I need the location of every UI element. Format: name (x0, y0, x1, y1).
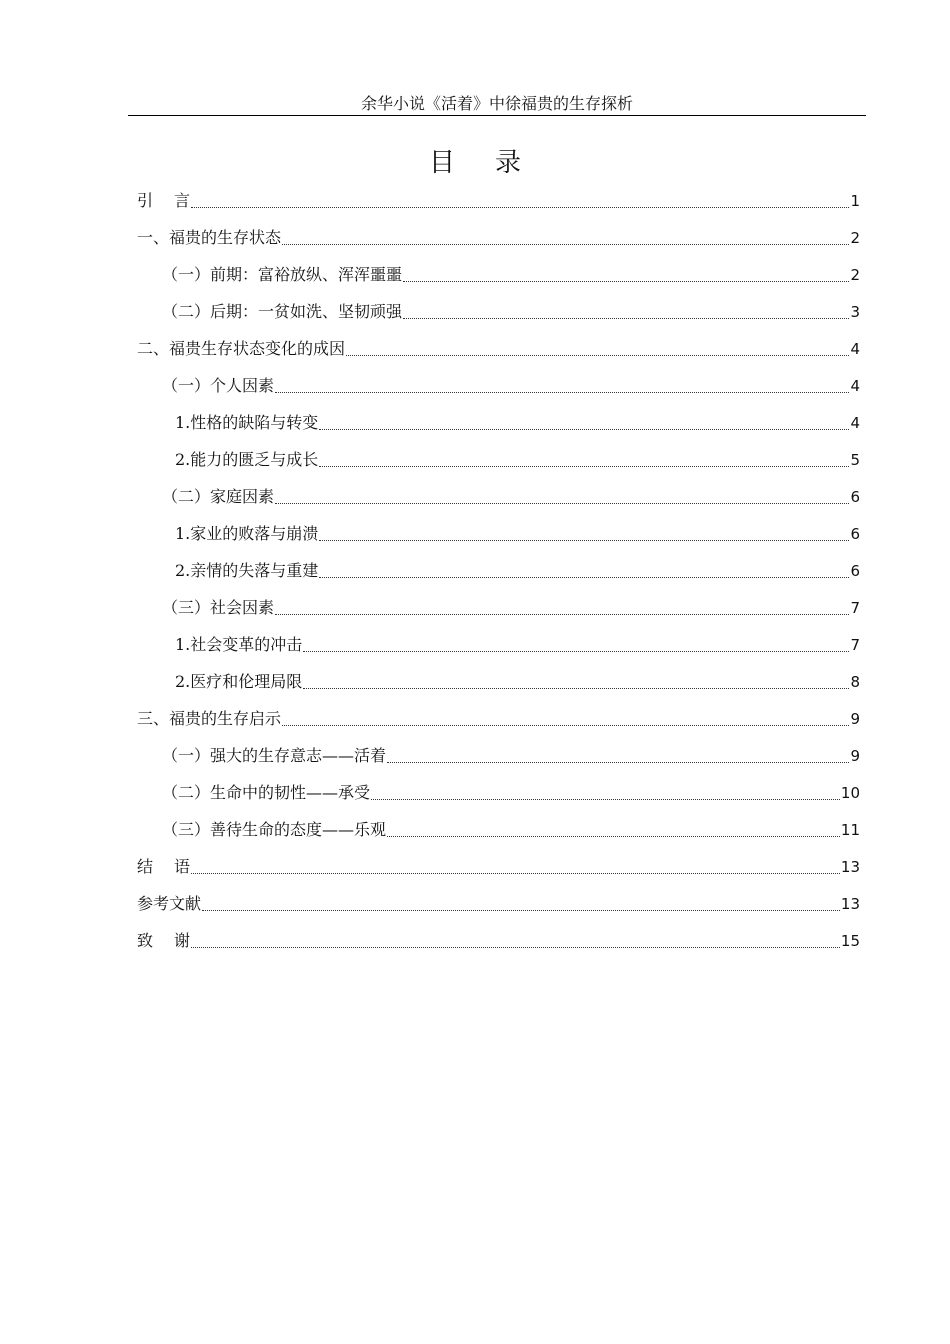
toc-entry-label: 三、福贵的生存启示 (137, 708, 282, 728)
toc-entry-page-number: 6 (850, 524, 860, 543)
toc-entry[interactable] (137, 182, 860, 219)
toc-dot-leader (319, 466, 849, 467)
toc-entry-label: （三）社会因素 (162, 597, 275, 617)
toc-entry-page-number: 11 (840, 820, 860, 839)
toc-entry-label: 结语 (137, 856, 191, 876)
toc-entry-label: （二）生命中的韧性——承受 (162, 782, 371, 802)
page-header-title: 余华小说《活着》中徐福贵的生存探析 (360, 94, 633, 113)
toc-entry[interactable] (137, 626, 860, 663)
toc-entry-label: 2.医疗和伦理局限 (175, 671, 303, 691)
toc-dot-leader (403, 318, 849, 319)
toc-entry[interactable] (137, 219, 860, 256)
toc-entry-label: 引言 (137, 190, 191, 210)
toc-title (0, 146, 950, 180)
toc-entry-page-number: 9 (850, 746, 860, 765)
toc-entry[interactable] (137, 330, 860, 367)
toc-dot-leader (275, 392, 849, 393)
toc-dot-leader (387, 762, 849, 763)
toc-dot-leader (319, 540, 849, 541)
toc-entry-label: （一）个人因素 (162, 375, 275, 395)
toc-entry[interactable] (137, 552, 860, 589)
toc-title-char-1: 目 (428, 148, 455, 178)
table-of-contents (137, 182, 860, 959)
toc-dot-leader (275, 503, 849, 504)
toc-entry-label: 一、福贵的生存状态 (137, 227, 282, 247)
toc-dot-leader (303, 688, 849, 689)
toc-entry-label: （二）后期：一贫如洗、坚韧顽强 (162, 301, 403, 321)
toc-entry[interactable] (137, 848, 860, 885)
toc-entry-page-number: 8 (850, 672, 860, 691)
toc-dot-leader (191, 207, 849, 208)
toc-entry-page-number: 6 (850, 487, 860, 506)
toc-entry-page-number: 3 (850, 302, 860, 321)
toc-entry[interactable] (137, 256, 860, 293)
toc-entry-label: （一）强大的生存意志——活着 (162, 745, 387, 765)
toc-entry[interactable] (137, 589, 860, 626)
toc-dot-leader (282, 725, 849, 726)
toc-entry-label: （三）善待生命的态度——乐观 (162, 819, 387, 839)
toc-entry[interactable] (137, 367, 860, 404)
toc-entry[interactable] (137, 737, 860, 774)
toc-entry-label: （二）家庭因素 (162, 486, 275, 506)
toc-entry-page-number: 15 (840, 931, 860, 950)
toc-entry-page-number: 10 (840, 783, 860, 802)
toc-dot-leader (319, 429, 849, 430)
toc-entry-page-number: 5 (850, 450, 860, 469)
toc-entry-label: 2.能力的匮乏与成长 (175, 449, 319, 469)
toc-entry-label: 1.家业的败落与崩溃 (175, 523, 319, 543)
toc-dot-leader (346, 355, 849, 356)
toc-entry-page-number: 6 (850, 561, 860, 580)
toc-entry-page-number: 4 (850, 339, 860, 358)
toc-entry-page-number: 1 (850, 191, 860, 210)
toc-entry-page-number: 13 (840, 857, 860, 876)
toc-entry[interactable] (137, 700, 860, 737)
toc-dot-leader (403, 281, 849, 282)
toc-entry[interactable] (137, 404, 860, 441)
toc-entry-page-number: 13 (840, 894, 860, 913)
toc-entry[interactable] (137, 478, 860, 515)
toc-entry[interactable] (137, 441, 860, 478)
toc-entry-label: 致谢 (137, 930, 191, 950)
toc-entry[interactable] (137, 922, 860, 959)
toc-entry-page-number: 2 (850, 228, 860, 247)
toc-dot-leader (202, 910, 840, 911)
toc-entry-label: 1.性格的缺陷与转变 (175, 412, 319, 432)
toc-entry-page-number: 7 (850, 598, 860, 617)
toc-entry-label: 二、福贵生存状态变化的成因 (137, 338, 346, 358)
toc-dot-leader (282, 244, 849, 245)
toc-entry[interactable] (137, 515, 860, 552)
toc-entry-page-number: 7 (850, 635, 860, 654)
toc-entry[interactable] (137, 663, 860, 700)
toc-entry[interactable] (137, 774, 860, 811)
toc-dot-leader (275, 614, 849, 615)
toc-entry[interactable] (137, 811, 860, 848)
toc-entry-page-number: 9 (850, 709, 860, 728)
toc-entry-label: （一）前期：富裕放纵、浑浑噩噩 (162, 264, 403, 284)
toc-entry-page-number: 2 (850, 265, 860, 284)
toc-dot-leader (191, 873, 840, 874)
toc-entry-label: 参考文献 (137, 893, 202, 913)
toc-dot-leader (191, 947, 840, 948)
toc-entry-page-number: 4 (850, 376, 860, 395)
toc-entry-label: 1.社会变革的冲击 (175, 634, 303, 654)
toc-dot-leader (303, 651, 849, 652)
toc-title-char-2: 录 (495, 148, 522, 178)
header-rule (128, 115, 866, 116)
toc-entry[interactable] (137, 885, 860, 922)
toc-dot-leader (371, 799, 840, 800)
toc-dot-leader (387, 836, 840, 837)
toc-entry-page-number: 4 (850, 413, 860, 432)
toc-entry-label: 2.亲情的失落与重建 (175, 560, 319, 580)
toc-entry[interactable] (137, 293, 860, 330)
toc-dot-leader (319, 577, 849, 578)
